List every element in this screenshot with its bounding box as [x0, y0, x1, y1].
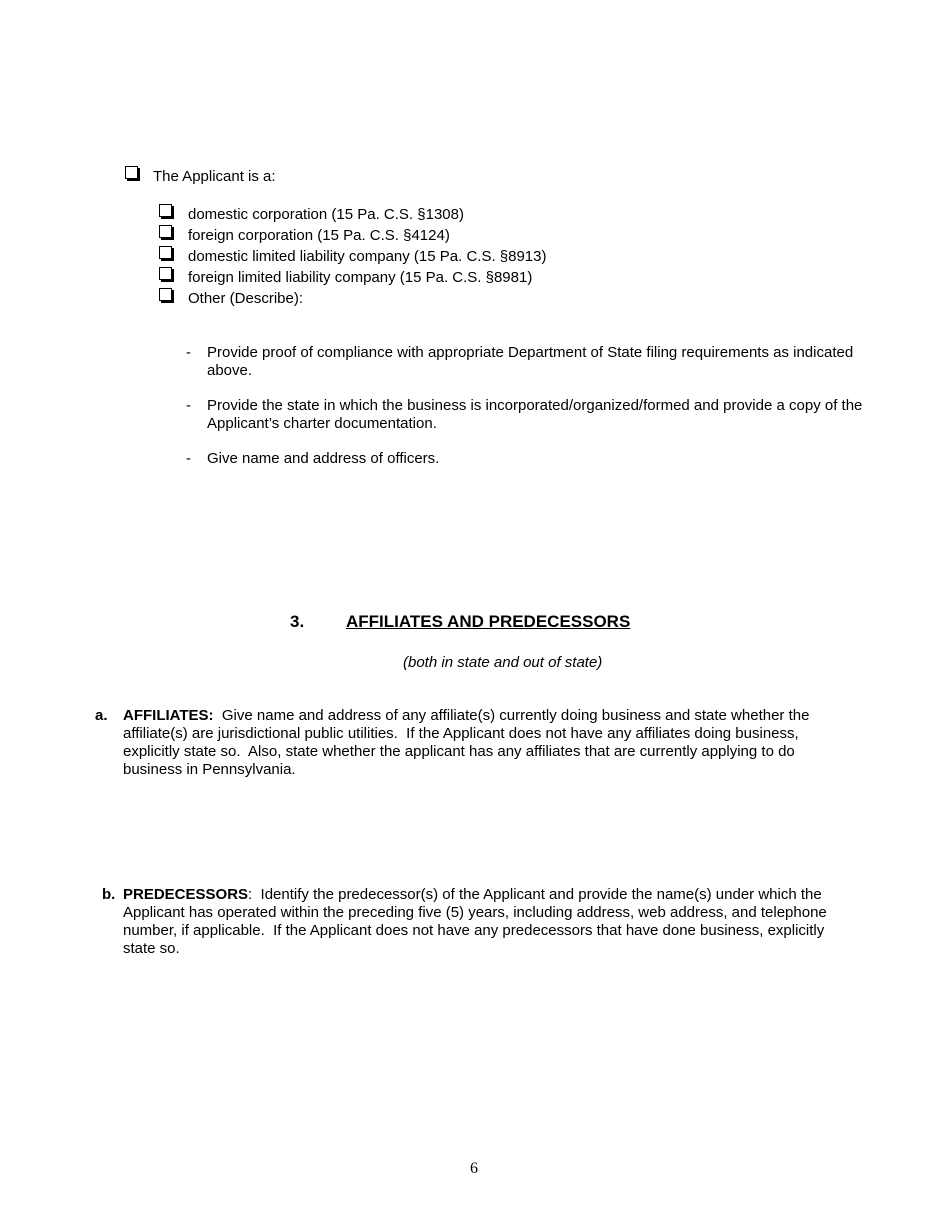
bullet-state-of-incorporation: Provide the state in which the business is incorporated/organized/formed and provide a copy of the Applicant’s charter documentation. [207, 397, 863, 432]
option-label-foreign-corporation: foreign corporation (15 Pa. C.S. §4124) [188, 227, 450, 244]
option-checkbox-domestic-corporation[interactable] [159, 204, 172, 217]
bullet-dash: - [186, 397, 191, 414]
applicant-type-checkbox[interactable] [125, 166, 138, 179]
item-a-text: Give name and address of any affiliate(s) currently doing business and state whether the affiliate(s) are jurisdictional public utilities. If the Applicant does not have any affiliates doing business, explicitly state so. Also, state whether the applicant has any affiliates that are currently applying to do business in Pennsylvania. [123, 707, 814, 778]
option-label-other: Other (Describe): [188, 290, 304, 307]
section-title: AFFILIATES AND PREDECESSORS [346, 612, 631, 631]
item-b-text: : Identify the predecessor(s) of the Applicant and provide the name(s) under which the Applicant has operated within the preceding five (5) years, including address, web address, and telephone number, if applicable. If the Applicant does not have any predecessors that have done business, explicitly state so. [123, 886, 831, 957]
option-checkbox-foreign-llc[interactable] [159, 267, 172, 280]
item-b-predecessors [123, 886, 858, 958]
option-checkbox-foreign-corporation[interactable] [159, 225, 172, 238]
item-a-affiliates [123, 707, 853, 779]
option-label-domestic-llc: domestic limited liability company (15 Pa. C.S. §8913) [188, 248, 547, 265]
item-b-lead: PREDECESSORS [123, 886, 249, 903]
item-a-lead: AFFILIATES: [123, 707, 214, 724]
bullet-proof-of-compliance: Provide proof of compliance with appropriate Department of State filing requirements as indicated above. [207, 344, 854, 379]
item-a-label: a. [95, 707, 108, 724]
bullet-dash: - [186, 450, 191, 467]
page-number: 6 [470, 1160, 478, 1177]
option-checkbox-other[interactable] [159, 288, 172, 301]
section-number: 3. [290, 612, 305, 631]
option-label-foreign-llc: foreign limited liability company (15 Pa. C.S. §8981) [188, 269, 533, 286]
option-checkbox-domestic-llc[interactable] [159, 246, 172, 259]
bullet-dash: - [186, 344, 191, 361]
bullet-officers: Give name and address of officers. [207, 450, 440, 467]
applicant-heading: The Applicant is a: [153, 168, 276, 185]
option-label-domestic-corporation: domestic corporation (15 Pa. C.S. §1308) [188, 206, 464, 223]
item-b-label: b. [102, 886, 116, 903]
section-subtitle: (both in state and out of state) [403, 654, 603, 671]
